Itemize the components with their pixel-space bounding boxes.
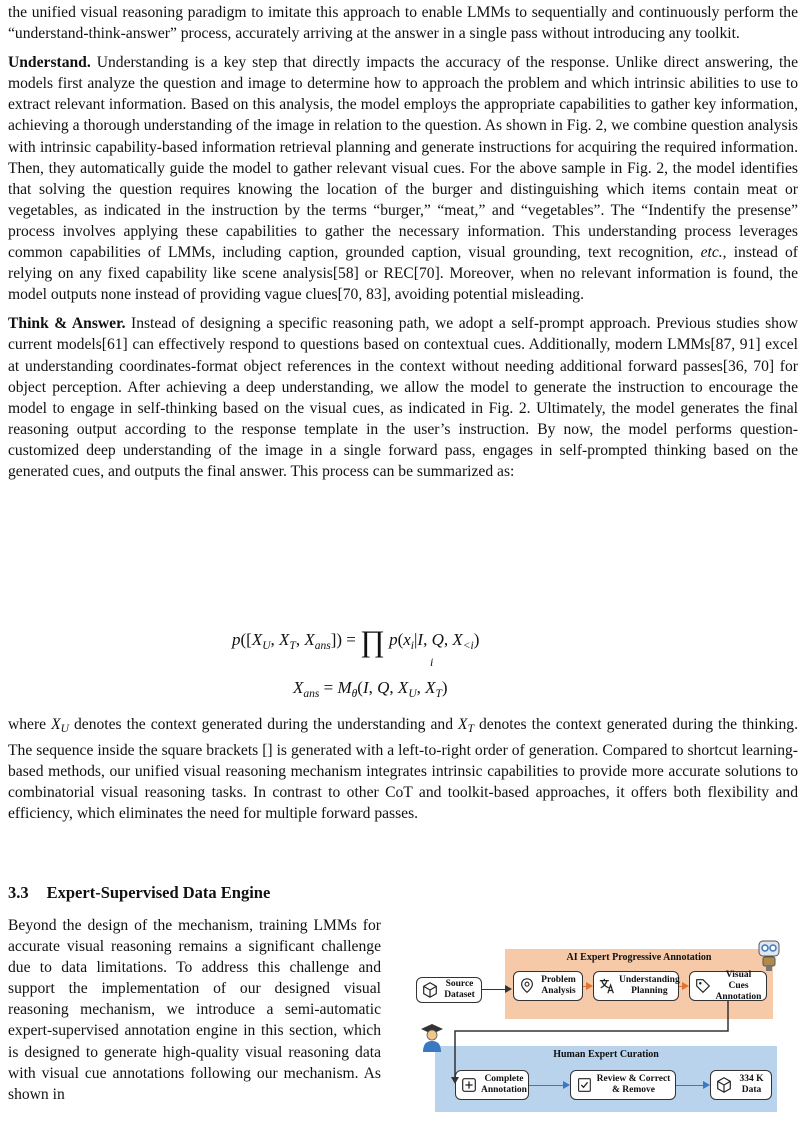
- arrow-complete-to-review: [529, 1085, 568, 1086]
- where-paragraph: where $X_U$ denotes the context generated during the understanding and $X_T$ denotes the context generated during the thinking. The sequence inside the square brackets [] is generated with a left-to-right order of generation. Compared to shortcut learning-based methods, our unified visual reasoning mechanism integrates intrinsic capabilities to provide more accurate solutions to combinatorial visual reasoning tasks. In contrast to other CoT and toolkit-based approaches, it offers both flexibility and efficiency, which eliminates the need for multiple forward passes.: [8, 716, 798, 823]
- where-block: [8, 714, 798, 824]
- understanding-planning-box: Understanding Planning: [593, 971, 679, 1001]
- understand-text-2: , instead of relying on any fixed capability like scene analysis[58] or REC[70]. Moreover, when no relevant information is found, the model outputs none instead of providing vague clues[70, 83], avoiding potential misleading.: [8, 244, 799, 304]
- connector-ai-to-human: [410, 943, 802, 1142]
- understand-title: Understand.: [8, 54, 91, 72]
- understand-paragraph: [8, 52, 798, 305]
- problem-analysis-box: Problem Analysis: [513, 971, 583, 1001]
- product-index: i: [430, 655, 434, 669]
- review-correct-remove-box: Review & Correct & Remove: [570, 1070, 676, 1100]
- ai-panel-title: AI Expert Progressive Annotation: [566, 952, 712, 963]
- output-data-box: 334 K Data: [710, 1070, 772, 1100]
- visual-cues-annotation-box: Visual Cues Annotation: [689, 971, 767, 1001]
- section-number: 3.3: [8, 883, 29, 902]
- where-text-2: denotes the context generated during the understanding and: [68, 716, 459, 733]
- complete-annotation-box: Complete Annotation: [455, 1070, 529, 1100]
- source-dataset-box: Source Dataset: [416, 977, 482, 1003]
- understand-etc: etc.: [700, 244, 723, 262]
- section-title: Expert-Supervised Data Engine: [46, 883, 271, 902]
- arrow-review-to-data: [676, 1085, 708, 1086]
- where-text-3: denotes the context generated during the thinking. The sequence inside the square brackets [] is generated with a left-to-right order of generation. Compared to shortcut learning-based methods, our unified visual reasoning mechanism integrates intrinsic capabilities to provide more accurate solutions to combinatorial visual reasoning tasks. In contrast to other CoT and toolkit-based approaches, it offers both flexibility and efficiency, which eliminates the need for multiple forward passes.: [8, 716, 798, 823]
- where-text-1: where: [8, 716, 52, 733]
- data-engine-figure: [410, 943, 802, 1142]
- body-text-top: [8, 2, 798, 490]
- section-body: Beyond the design of the mechanism, training LMMs for accurate visual reasoning remains a significant challenge due to data limitations. To address this challenge and support the implementation of our designed visual reasoning mechanism, we introduce a semi-automatic expert-supervised annotation engine in this section, which is designed to generate high-quality visual reasoning data with visual cue annotations following our mechanism. As shown in: [8, 917, 381, 1103]
- human-panel-title: Human Expert Curation: [553, 1049, 659, 1060]
- think-text: Instead of designing a specific reasoning path, we adopt a self-prompt approach. Previous studies show current models[61] can effectively respond to questions based on contextual cues. Additionally, modern LMMs[87, 91] excel at understanding coordinates-format object references in the context without needing additional forward passes[36, 70] for object perception. After achieving a deep understanding, we allow the model to generate the instruction to encourage the model to engage in self-thinking based on the visual cues, as indicated in Fig. 2. Ultimately, the model generates the final reasoning output according to the response template in the user’s instruction. By now, the model performs question-customized deep understanding of the image in a single forward pass, engages in self-prompted thinking based on the generated cues, and outputs the final answer. This process can be summarized as:: [8, 315, 798, 480]
- think-paragraph: [8, 313, 798, 482]
- think-title: Think & Answer.: [8, 315, 126, 333]
- intro-paragraph: the unified visual reasoning paradigm to imitate this approach to enable LMMs to sequentially and continuously perform the “understand-think-answer” process, accurately arriving at the answer in a single pass without introducing any toolkit.: [8, 4, 798, 43]
- section-body-column: [8, 915, 381, 1105]
- section-heading: [8, 883, 270, 903]
- understand-text-1: Understanding is a key step that directly impacts the accuracy of the response. Unlike direct answering, the models first analyze the question and image to determine how to approach the problem and which intrinsic abilities to use to extract relevant information. Based on this analysis, the model employs the appropriate capabilities to gather key information, achieving a thorough understanding of the image in relation to the question. As shown in Fig. 2, we combine question analysis with intrinsic capability-based information retrieval planning and generate instructions for acquiring the required information. Then, they automatically guide the model to gather relevant visual cues. For the above sample in Fig. 2, the model identifies that solving the question requires knowing the location of the burger and distinguishing which items contain meat or vegetables, as indicated in the instruction by the terms “burger,” “meat,” and “vegetables”. The “Indentify the presense” process involves applying these capabilities to gather the necessary information. This understanding process leverages common capabilities of LMMs, including caption, grounded caption, visual grounding, text recognition,: [8, 54, 798, 262]
